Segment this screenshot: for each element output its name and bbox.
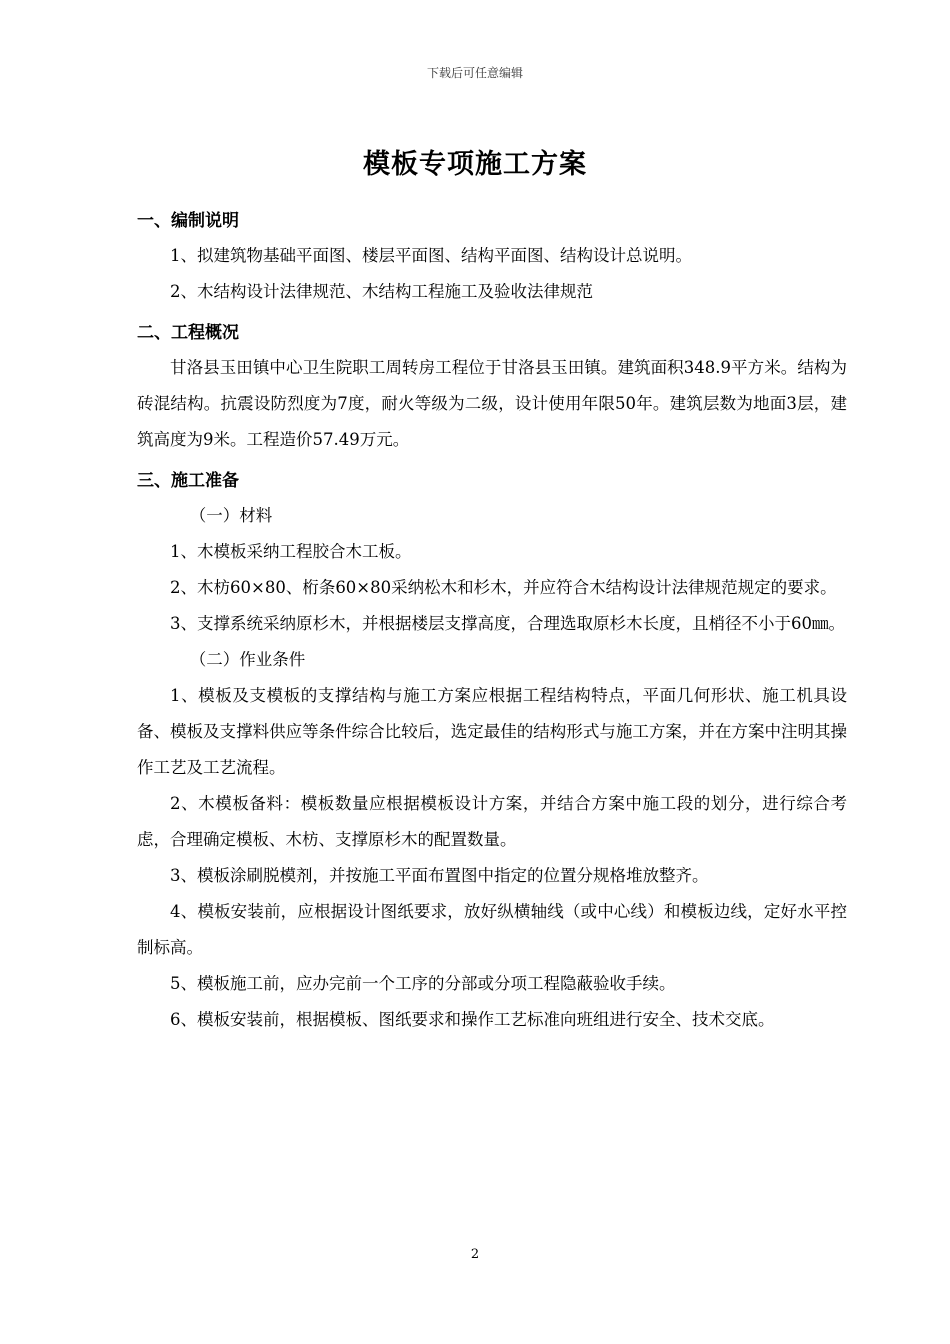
- paragraph: 2、木模板备料：模板数量应根据模板设计方案，并结合方案中施工段的划分，进行综合考虑，合理确定模板、木枋、支撑原杉木的配置数量。: [137, 794, 847, 849]
- paragraph: 2、木枋60×80、桁条60×80采纳松木和杉木，并应符合木结构设计法律规范规定的要求。: [170, 578, 837, 597]
- paragraph: 1、拟建筑物基础平面图、楼层平面图、结构平面图、结构设计总说明。: [170, 246, 692, 265]
- paragraph: 1、木模板采纳工程胶合木工板。: [170, 542, 412, 561]
- subsection-heading: （二）作业条件: [189, 650, 306, 669]
- paragraph: 6、模板安装前，根据模板、图纸要求和操作工艺标准向班组进行安全、技术交底。: [170, 1010, 775, 1029]
- section-heading-2: 二、工程概况: [137, 323, 239, 343]
- paragraph: 甘洛县玉田镇中心卫生院职工周转房工程位于甘洛县玉田镇。建筑面积348.9平方米。结构为砖混结构。抗震设防烈度为7度，耐火等级为二级，设计使用年限50年。建筑层数为地面3层，建筑高度为9米。工程造价57.49万元。: [137, 358, 847, 449]
- page-header: 下载后可任意编辑: [426, 66, 523, 80]
- paragraph: 3、支撑系统采纳原杉木，并根据楼层支撑高度，合理选取原杉木长度，且梢径不小于60㎜。: [170, 614, 845, 633]
- section-heading-3: 三、施工准备: [137, 471, 239, 491]
- document-body: [137, 204, 847, 1038]
- section-heading-1: 一、编制说明: [137, 211, 239, 231]
- paragraph: 1、模板及支模板的支撑结构与施工方案应根据工程结构特点，平面几何形状、施工机具设备、模板及支撑料供应等条件综合比较后，选定最佳的结构形式与施工方案，并在方案中注明其操作工艺及工艺流程。: [137, 686, 847, 777]
- document-title: 模板专项施工方案: [363, 149, 587, 180]
- paragraph: 5、模板施工前，应办完前一个工序的分部或分项工程隐蔽验收手续。: [170, 974, 676, 993]
- paragraph: 3、模板涂刷脱模剂，并按施工平面布置图中指定的位置分规格堆放整齐。: [170, 866, 709, 885]
- paragraph: 4、模板安装前，应根据设计图纸要求，放好纵横轴线（或中心线）和模板边线，定好水平控制标高。: [137, 902, 847, 957]
- subsection-heading: （一）材料: [189, 506, 273, 525]
- page-number: 2: [470, 1247, 480, 1262]
- paragraph: 2、木结构设计法律规范、木结构工程施工及验收法律规范: [170, 282, 593, 301]
